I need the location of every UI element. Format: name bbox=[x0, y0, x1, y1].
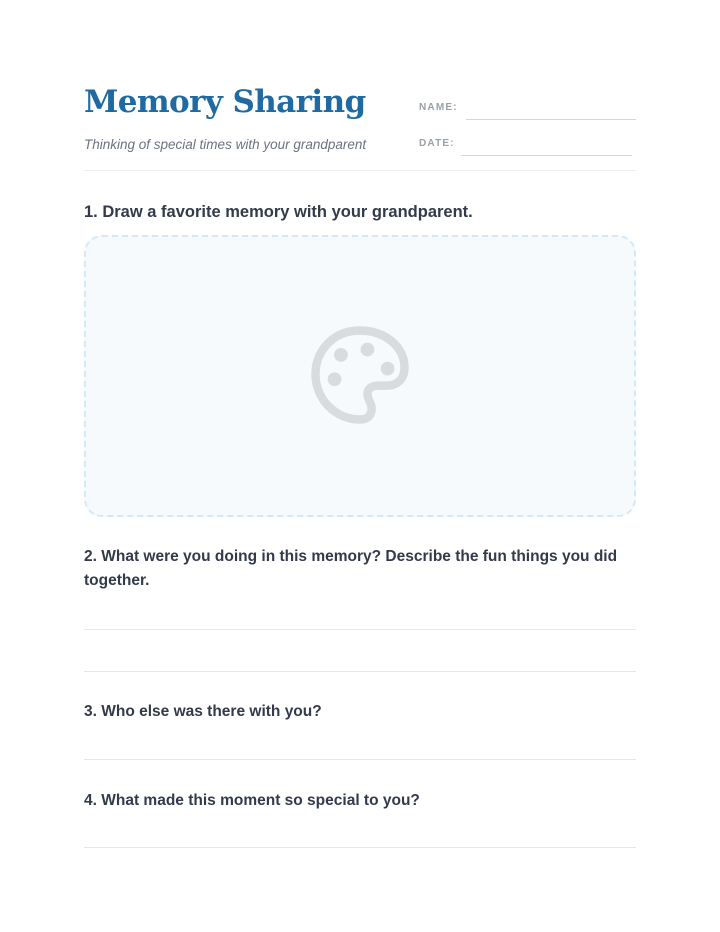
name-label: NAME: bbox=[419, 102, 458, 113]
question-3: 3. Who else was there with you? bbox=[84, 703, 322, 720]
answer-line[interactable] bbox=[84, 847, 636, 848]
date-write-line[interactable] bbox=[461, 155, 632, 156]
question-1: 1. Draw a favorite memory with your grandparent. bbox=[84, 203, 473, 221]
answer-line[interactable] bbox=[84, 759, 636, 760]
palette-icon bbox=[307, 322, 413, 428]
name-write-line[interactable] bbox=[466, 119, 636, 120]
question-2: 2. What were you doing in this memory? Describe the fun things you did together. bbox=[84, 548, 618, 589]
drawing-area[interactable] bbox=[84, 235, 636, 517]
date-field[interactable] bbox=[419, 135, 636, 155]
date-label: DATE: bbox=[419, 138, 455, 149]
page-subtitle: Thinking of special times with your grandparent bbox=[84, 137, 367, 152]
name-field[interactable] bbox=[419, 99, 636, 119]
answer-line[interactable] bbox=[84, 629, 636, 630]
worksheet bbox=[84, 80, 636, 809]
question-4: 4. What made this moment so special to you? bbox=[84, 792, 420, 809]
page-title: Memory Sharing bbox=[84, 84, 366, 120]
answer-line[interactable] bbox=[84, 671, 636, 672]
worksheet-header bbox=[84, 80, 636, 171]
